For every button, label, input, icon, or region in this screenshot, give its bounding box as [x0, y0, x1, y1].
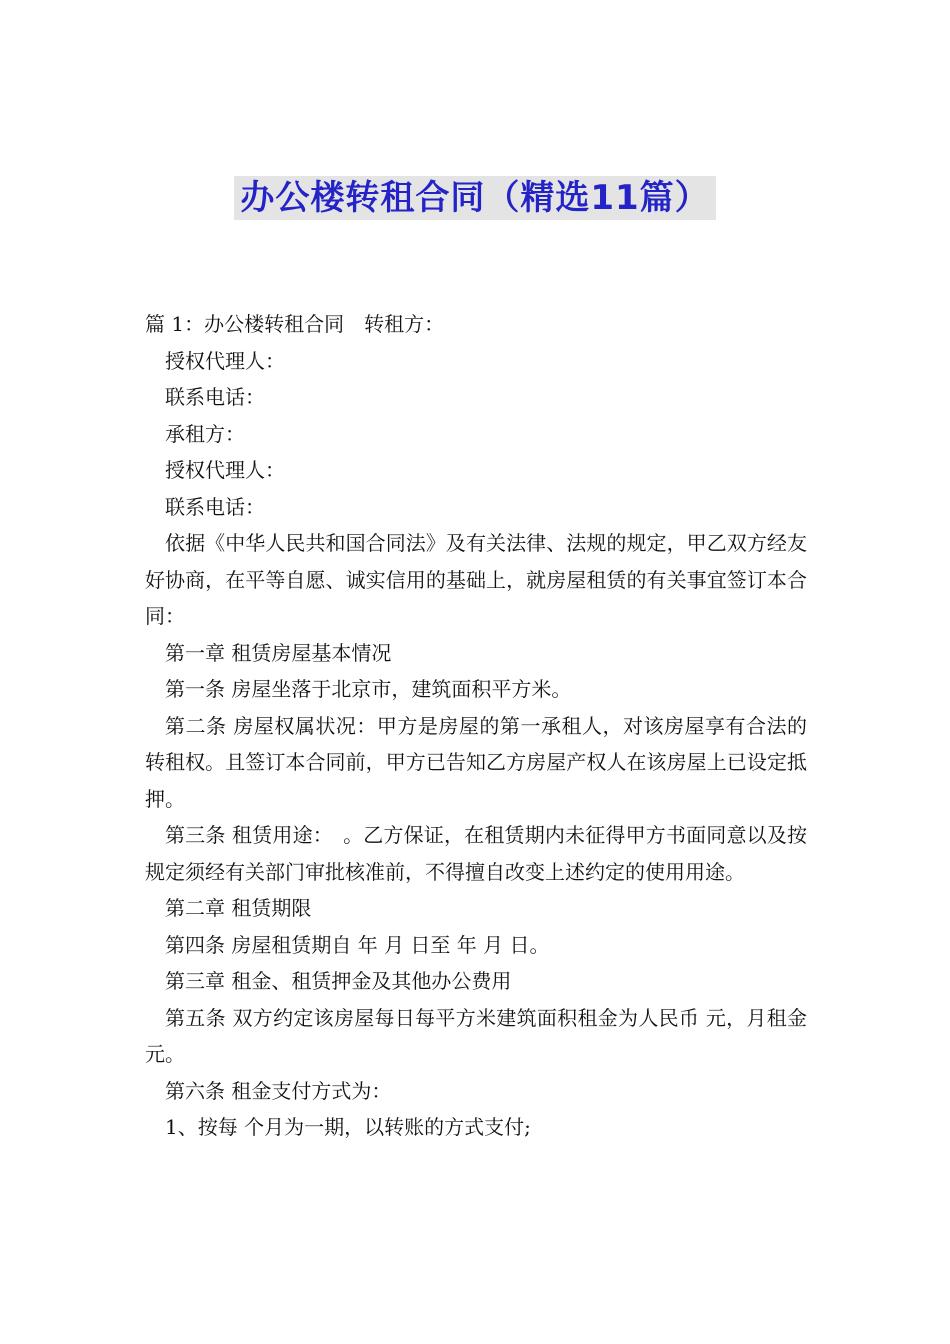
title-wrap — [0, 176, 950, 220]
chapter-2-heading: 第二章 租赁期限 — [165, 896, 312, 920]
article-2: 第二条 房屋权属状况：甲方是房屋的第一承租人，对该房屋享有合法的转租权。且签订本合同前，甲方已告知乙方房屋产权人在该房屋上已设定抵押。 — [145, 713, 807, 811]
article-6: 第六条 租金支付方式为： — [165, 1078, 392, 1103]
document-title: 办公楼转租合同（精选11篇） — [234, 176, 715, 220]
lessee-label: 承租方： — [165, 421, 245, 446]
contact-phone-label: 联系电话： — [165, 385, 265, 409]
document-body — [145, 306, 807, 1146]
contact-phone-label-2: 联系电话： — [165, 494, 265, 519]
authorized-agent-label: 授权代理人： — [165, 348, 285, 373]
article-6-item-1: 1、按每 个月为一期，以转账的方式支付; — [165, 1115, 531, 1139]
chapter-3-heading: 第三章 租金、租赁押金及其他办公费用 — [165, 969, 512, 993]
article-3: 第三条 租赁用途： 。乙方保证，在租赁期内未征得甲方书面同意以及按规定须经有关部门审批核准前，不得擅自改变上述约定的使用用途。 — [145, 823, 807, 884]
article-4: 第四条 房屋租赁期自 年 月 日至 年 月 日。 — [165, 932, 550, 957]
section-heading-line: 篇 1：办公楼转租合同 转租方： — [145, 312, 445, 336]
authorized-agent-label-2: 授权代理人： — [165, 458, 285, 482]
preamble-paragraph: 依据《中华人民共和国合同法》及有关法律、法规的规定，甲乙双方经友好协商，在平等自愿、诚实信用的基础上，就房屋租赁的有关事宜签订本合同： — [145, 531, 807, 628]
article-5: 第五条 双方约定该房屋每日每平方米建筑面积租金为人民币 元，月租金 元。 — [145, 1005, 807, 1066]
chapter-1-heading: 第一章 租赁房屋基本情况 — [165, 640, 392, 665]
article-1: 第一条 房屋坐落于北京市，建筑面积平方米。 — [165, 677, 572, 701]
